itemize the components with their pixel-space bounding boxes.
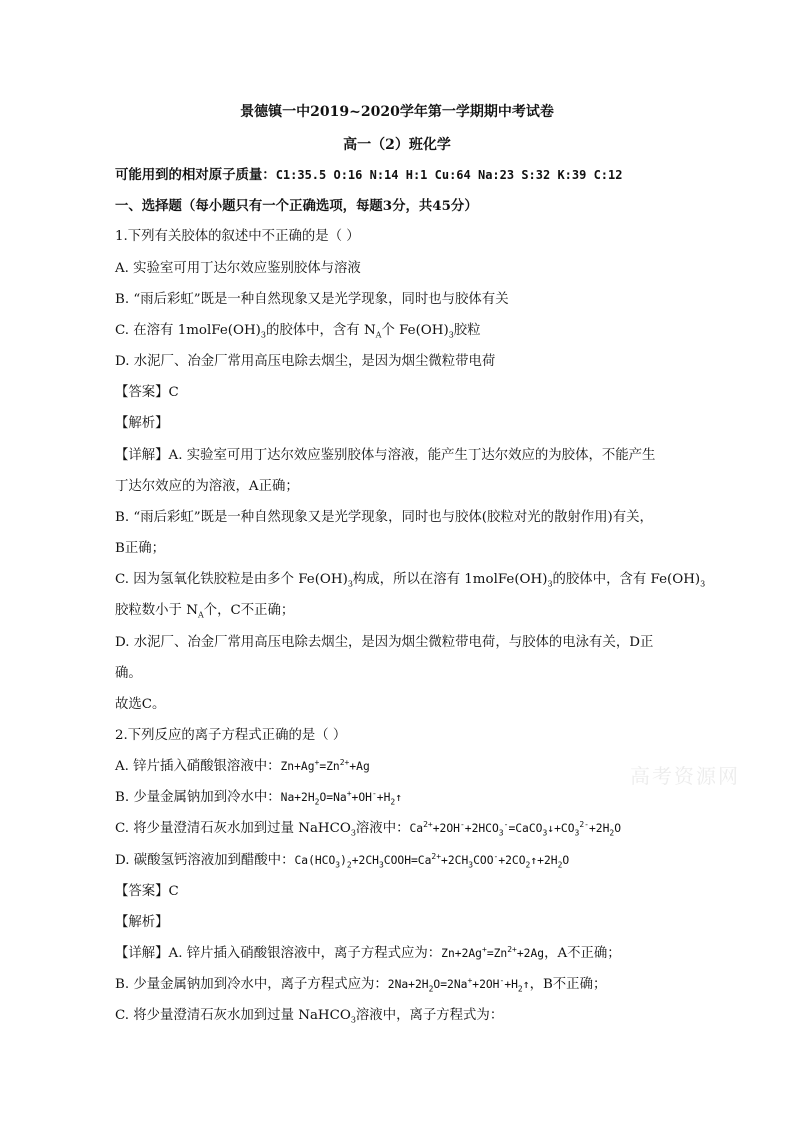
atomic-mass-values: C1:35.5 O:16 N:14 H:1 Cu:64 Na:23 S:32 K:39 C:12 (275, 168, 623, 182)
q2-option-c-text: C. 将少量澄清石灰水加到过量 NaHCO (115, 821, 351, 836)
q2-option-a-equation: $Zn+Ag^+=Zn^{2+}+Ag$ (280, 758, 370, 773)
section-heading: 一、选择题（每小题只有一个正确选项，每题3分，共45分） (115, 198, 478, 214)
q2-detail-b (115, 976, 606, 994)
q1-conclusion: 故选C。 (115, 697, 166, 712)
q2-detail-b-equation: $2Na+2H_2O=2Na^++2OH^-+H_2↑$ (387, 976, 530, 994)
q1-detail-d2: 确。 (115, 666, 142, 681)
q1-stem: 1.下列有关胶体的叙述中不正确的是（ ） (115, 229, 360, 244)
q2-option-b (115, 789, 402, 807)
q1-detail-c2: 胶粒数小于 $N_A$个，C不正确； (115, 603, 295, 620)
q2-option-d-text: D. 碳酸氢钙溶液加到醋酸中： (115, 853, 295, 868)
q2-option-b-text: B. 少量金属钠加到冷水中： (115, 790, 281, 805)
q1-detail-a1: 【详解】A. 实验室可用丁达尔效应鉴别胶体与溶液，能产生丁达尔效应的为胶体，不能产生 (115, 448, 656, 463)
q1-option-a: A. 实验室可用丁达尔效应鉴别胶体与溶液 (115, 261, 361, 276)
q1-option-c: C. 在溶有 $1molFe(OH)_3$的胶体中，含有 $N_A$个 $Fe(OH)_3$胶粒 (115, 323, 481, 340)
q2-option-a (115, 758, 370, 776)
q2-answer: 【答案】C (115, 884, 179, 899)
watermark: 高考资源网 (630, 764, 740, 788)
q2-detail-b-tail: ，B不正确； (529, 977, 607, 992)
q1-option-b: B. “雨后彩虹”既是一种自然现象又是光学现象，同时也与胶体有关 (115, 292, 509, 307)
q1-option-c-part4: 胶粒 (453, 323, 481, 338)
q2-detail-c-text2: 溶液中，离子方程式为： (355, 1008, 504, 1023)
q2-analysis-heading: 【解析】 (115, 915, 169, 930)
q1-option-d: D. 水泥厂、冶金厂常用高压电除去烟尘，是因为烟尘微粒带电荷 (115, 354, 496, 369)
q2-detail-a (115, 945, 621, 963)
q1-detail-c1-part2: 构成，所以在溶有 1molFe(OH) (352, 572, 548, 587)
q2-detail-a-equation: $Zn+2Ag^+=Zn^{2+}+2Ag$ (441, 945, 545, 960)
q1-detail-d1: D. 水泥厂、冶金厂常用高压电除去烟尘，是因为烟尘微粒带电荷，与胶体的电泳有关，D正 (115, 635, 654, 650)
q1-detail-b2: B正确； (115, 541, 166, 556)
q1-detail-c1: C. 因为氢氧化铁胶粒是由多个 $Fe(OH)_3$构成，所以在溶有 $1molFe(OH)_3$的胶体中，含有 $Fe(OH)_3$ (115, 572, 706, 589)
q2-detail-b-text: B. 少量金属钠加到冷水中，离子方程式应为： (115, 977, 388, 992)
q2-detail-c: C. 将少量澄清石灰水加到过量 NaHCO$_3$溶液中，离子方程式为： (115, 1008, 504, 1025)
q1-option-c-part3: 个 Fe(OH) (381, 323, 449, 338)
q1-option-c-part1: C. 在溶有 1molFe(OH) (115, 323, 261, 338)
q1-detail-c2-part2: 个，C不正确； (203, 603, 295, 618)
atomic-mass-line (115, 166, 622, 184)
q2-option-d-equation: $Ca(HCO_3)_2+2CH_3COOH=Ca^{2+}+2CH_3COO^-+2CO_2↑+2H_2O$ (294, 852, 570, 870)
q2-detail-c-text: C. 将少量澄清石灰水加到过量 NaHCO (115, 1008, 351, 1023)
q2-option-d (115, 852, 569, 870)
q1-option-c-part2: 的胶体中，含有 N (265, 323, 376, 338)
q2-detail-a-tail: ，A不正确； (544, 946, 621, 961)
q1-detail-c2-part1: 胶粒数小于 N (115, 603, 198, 618)
q2-option-c-equation: $Ca^{2+}+2OH^-+2HCO_3^-=CaCO_3↓+CO_3^{2-}+2H_2O$ (409, 820, 622, 838)
q2-option-c-text2: 溶液中： (355, 821, 410, 836)
q1-answer: 【答案】C (115, 385, 179, 400)
q2-detail-a-text: 【详解】A. 锌片插入硝酸银溶液中，离子方程式应为： (115, 946, 442, 961)
q1-detail-a2: 丁达尔效应的为溶液，A正确； (115, 479, 299, 494)
exam-title: 景德镇一中2019~2020学年第一学期期中考试卷 (240, 104, 554, 120)
exam-subtitle: 高一（2）班化学 (343, 137, 451, 153)
q1-detail-c1-part1: C. 因为氢氧化铁胶粒是由多个 Fe(OH) (115, 572, 348, 587)
q2-option-b-equation: $Na+2H_2O=Na^++OH^-+H_2↑$ (280, 789, 403, 807)
atomic-mass-label: 可能用到的相对原子质量： (115, 167, 276, 183)
q2-stem: 2.下列反应的离子方程式正确的是（ ） (115, 728, 347, 743)
q1-detail-c1-part3: 的胶体中，含有 Fe(OH) (552, 572, 701, 587)
q2-option-a-text: A. 锌片插入硝酸银溶液中： (115, 759, 281, 774)
q1-analysis-heading: 【解析】 (115, 416, 169, 431)
q2-option-c: C. 将少量澄清石灰水加到过量 NaHCO$_3$溶液中：$Ca^{2+}+2OH^-+2HCO_3^-=CaCO_3↓+CO_3^{2-}+2H_2O$ (115, 820, 622, 838)
q1-detail-b1: B. “雨后彩虹”既是一种自然现象又是光学现象，同时也与胶体(胶粒对光的散射作用)有关， (115, 510, 653, 525)
